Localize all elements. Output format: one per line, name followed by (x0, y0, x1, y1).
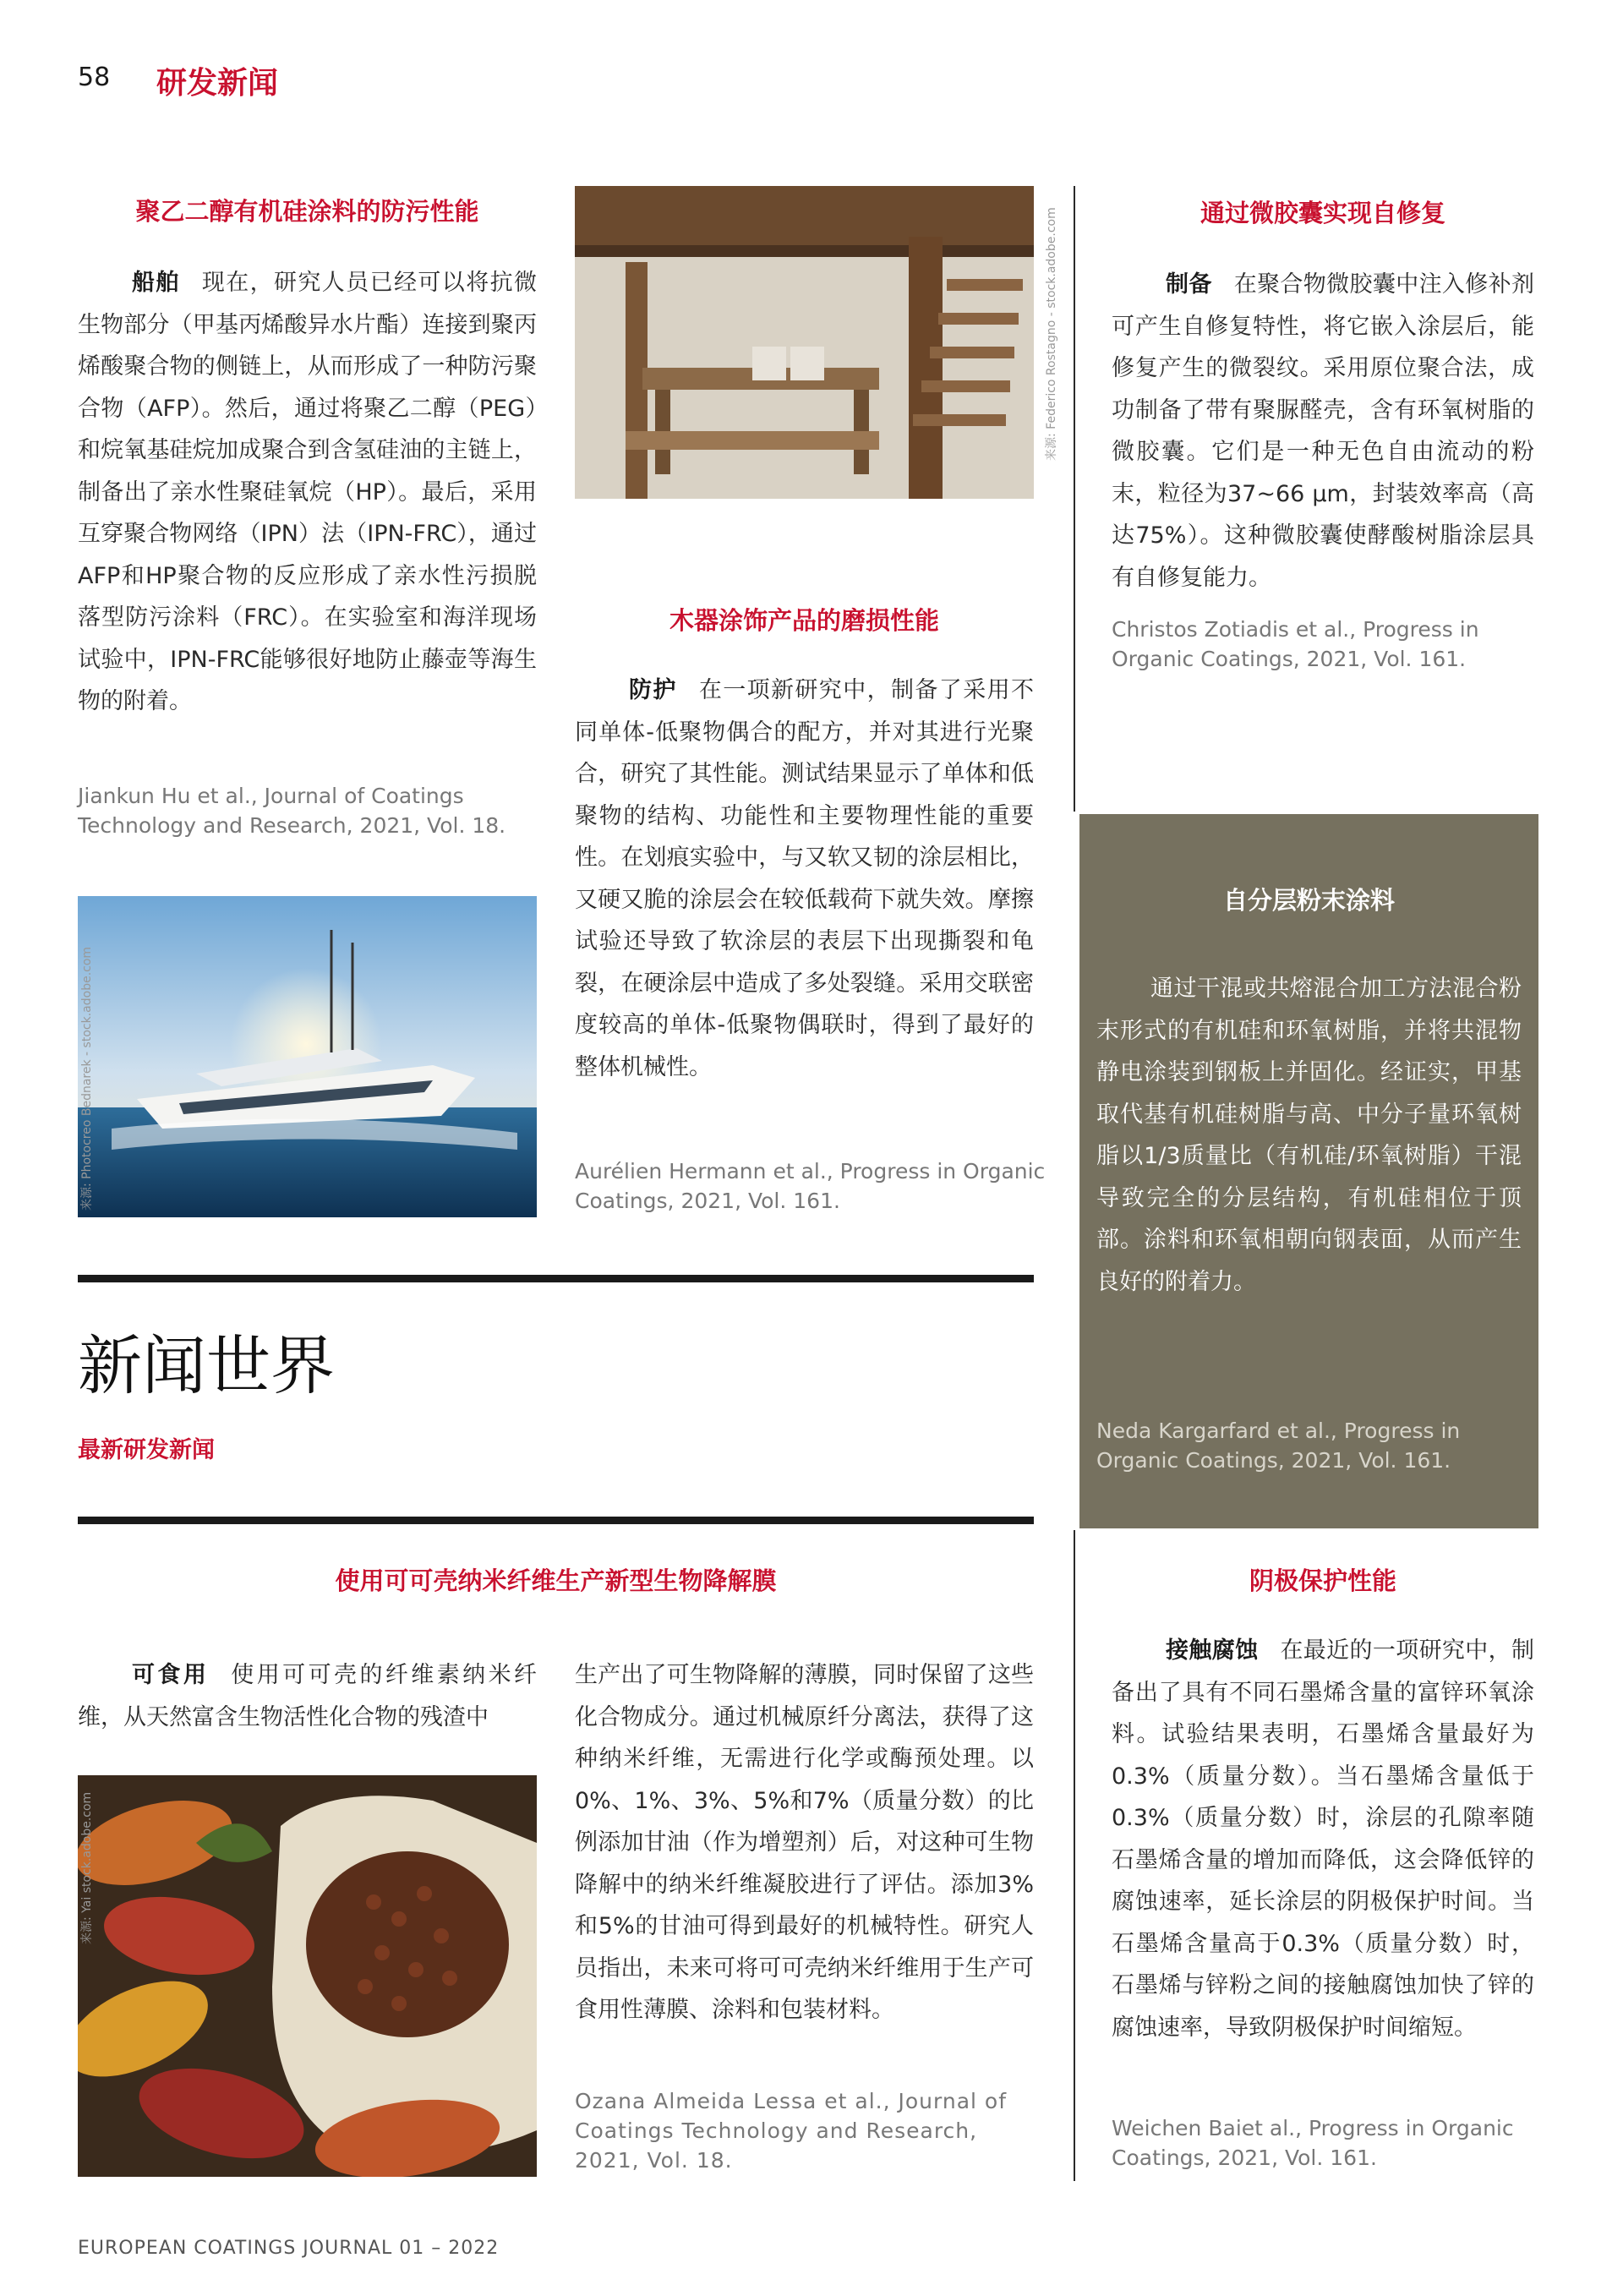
article-body (1112, 264, 1534, 599)
article-citation: Jiankun Hu et al., Journal of Coatings Technology and Research, 2021, Vol. 18. (78, 784, 506, 838)
photo-credit: 来源: Federico Rostagno - stock.adobe.com (1045, 207, 1058, 461)
news-world-title: 新闻世界 (78, 1328, 335, 1403)
cocoa-pods-image (78, 1775, 537, 2177)
sidebar-title: 自分层粉末涂料 (1222, 886, 1395, 915)
interior-photo (575, 186, 1034, 499)
sidebar-box (1079, 814, 1538, 1528)
article-body (575, 670, 1034, 1088)
article-lead: 防护 (629, 677, 677, 703)
article-body (78, 1654, 537, 1738)
article-lead: 制备 (1166, 271, 1212, 298)
wooden-stairs-image (575, 186, 1034, 499)
cocoa-photo (78, 1775, 537, 2177)
article-lead: 船舶 (132, 270, 180, 296)
photo-credit: 来源: Photocreo Bednarek - stock.adobe.com (80, 946, 94, 1211)
article-text: 现在，研究人员已经可以将抗微生物部分（甲基丙烯酸异水片酯）连接到聚丙烯酸聚合物的侧链上，从而形成了一种防污聚合物（AFP）。然后，通过将聚乙二醇（PEG）和烷氧基硅烷加成聚合到含氢硅油的主链上，制备出了亲水性聚硅氧烷（HP）。最后，采用互穿聚合物网络（IPN）法（IPN-FRC），通过AFP和HP聚合物的反应形成了亲水性污损脱落型防污涂料（FRC）。在实验室和海洋现场试验中，IPN-FRC能够很好地防止藤壶等海生物的附着。 (78, 270, 538, 714)
article-text: 在一项新研究中，制备了采用不同单体-低聚物偶合的配方，并对其进行光聚合，研究了其性能。测试结果显示了单体和低聚物的结构、功能性和主要物理性能的重要性。在划痕实验中，与又软又韧的涂层相比，又硬又脆的涂层会在较低载荷下就失效。摩擦试验还导致了软涂层的表层下出现撕裂和龟裂，在硬涂层中造成了多处裂缝。采用交联密度较高的单体-低聚物偶联时，得到了最好的整体机械性。 (575, 677, 1035, 1080)
article-lead: 可食用 (132, 1662, 210, 1688)
article-body-continued: 生产出了可生物降解的薄膜，同时保留了这些化合物成分。通过机械原纤分离法，获得了这种纳米纤维，无需进行化学或酶预处理。以0%、1%、3%、5%和7%（质量分数）的比例添加甘油（作为增塑剂）后，对这种可生物降解中的纳米纤维凝胶进行了评估。添加3%和5%的甘油可得到最好的机械特性。研究人员指出，未来可将可可壳纳米纤维用于生产可食用性薄膜、涂料和包装材料。 (575, 1662, 1034, 2023)
column-divider (1074, 1530, 1075, 2181)
footer-journal: EUROPEAN COATINGS JOURNAL 01 – 2022 (78, 2238, 500, 2259)
divider-rule (78, 1275, 1034, 1282)
article-lead: 接触腐蚀 (1166, 1637, 1259, 1664)
article-text: 使用可可壳的纤维素纳米纤维，从天然富含生物活性化合物的残渣中 (78, 1662, 538, 1730)
article-title: 木器涂饰产品的磨损性能 (669, 606, 939, 635)
column-divider (1074, 186, 1075, 812)
photo-credit: 来源: Yai stock.adobe.com (80, 1791, 94, 1944)
sidebar-text: 通过干混或共熔混合加工方法混合粉末形式的有机硅和环氧树脂，并将共混物静电涂装到钢板上并固化。经证实，甲基取代基有机硅树脂与高、中分子量环氧树脂以1/3质量比（有机硅/环氧树脂）干混导致完全的分层结构，有机硅相位于顶部。涂料和环氧相朝向钢表面，从而产生良好的附着力。 (1096, 976, 1522, 1295)
article-title: 使用可可壳纳米纤维生产新型生物降解膜 (335, 1566, 777, 1595)
section-title: 研发新闻 (156, 66, 279, 101)
article-title: 聚乙二醇有机硅涂料的防污性能 (135, 197, 479, 226)
article-title: 通过微胶囊实现自修复 (1199, 199, 1445, 227)
article-text: 在聚合物微胶囊中注入修补剂可产生自修复特性，将它嵌入涂层后，能修复产生的微裂纹。采用原位聚合法，成功制备了带有聚脲醛壳，含有环氧树脂的微胶囊。它们是一种无色自由流动的粉末，粒径为37~66 µm，封装效率高（高达75%）。这种微胶囊使酵酸树脂涂层具有自修复能力。 (1112, 271, 1535, 591)
article-citation: Christos Zotiadis et al., Progress in Organic Coatings, 2021, Vol. 161. (1112, 617, 1479, 671)
boat-photo (78, 896, 537, 1217)
page-number: 58 (78, 63, 111, 92)
yacht-image (78, 896, 537, 1217)
article-citation: Aurélien Hermann et al., Progress in Organic Coatings, 2021, Vol. 161. (575, 1159, 1046, 1213)
article-citation: Ozana Almeida Lessa et al., Journal of Coatings Technology and Research, 2021, Vol. 18. (575, 2089, 1008, 2173)
article-title: 阴极保护性能 (1249, 1566, 1396, 1595)
sidebar-citation: Neda Kargarfard et al., Progress in Organic Coatings, 2021, Vol. 161. (1096, 1419, 1461, 1473)
article-body (78, 262, 537, 723)
article-body (1112, 1630, 1534, 2048)
article-text: 在最近的一项研究中，制备出了具有不同石墨烯含量的富锌环氧涂料。试验结果表明，石墨烯含量最好为0.3%（质量分数）。当石墨烯含量低于0.3%（质量分数）时，涂层的孔隙率随石墨烯含量的增加而降低，这会降低锌的腐蚀速率，延长涂层的阴极保护时间。当石墨烯含量高于0.3%（质量分数）时，石墨烯与锌粉之间的接触腐蚀加快了锌的腐蚀速率，导致阴极保护时间缩短。 (1112, 1637, 1535, 2041)
article-citation: Weichen Baiet al., Progress in Organic Coatings, 2021, Vol. 161. (1112, 2116, 1514, 2170)
divider-rule (78, 1517, 1034, 1524)
news-world-subtitle: 最新研发新闻 (78, 1437, 215, 1463)
